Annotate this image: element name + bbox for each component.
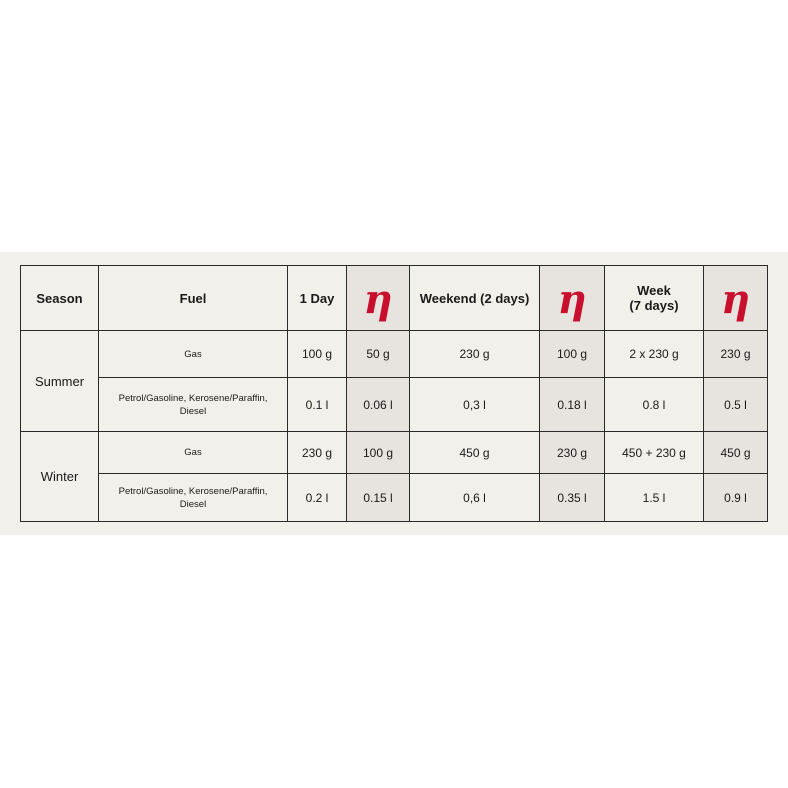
value-week-eta: 0.9 l [704, 474, 768, 522]
value-weekend: 0,6 l [410, 474, 540, 522]
header-1-day: 1 Day [288, 266, 347, 331]
value-weekend: 450 g [410, 432, 540, 474]
fuel-liquid [99, 474, 288, 522]
header-week [605, 266, 704, 331]
value-day-eta: 50 g [347, 331, 410, 378]
value-week: 2 x 230 g [605, 331, 704, 378]
value-day: 100 g [288, 331, 347, 378]
value-week-eta: 230 g [704, 331, 768, 378]
table-header-row [21, 266, 768, 331]
value-weekend: 0,3 l [410, 378, 540, 432]
header-week-line2: (7 days) [629, 298, 679, 313]
value-weekend-eta: 100 g [540, 331, 605, 378]
season-summer: Summer [21, 331, 99, 432]
value-day-eta: 0.15 l [347, 474, 410, 522]
header-eta-day [347, 266, 410, 331]
header-season: Season [21, 266, 99, 331]
header-eta-week [704, 266, 768, 331]
value-day-eta: 0.06 l [347, 378, 410, 432]
value-day-eta: 100 g [347, 432, 410, 474]
value-week: 0.8 l [605, 378, 704, 432]
header-fuel: Fuel [99, 266, 288, 331]
header-eta-weekend [540, 266, 605, 331]
value-day: 0.2 l [288, 474, 347, 522]
fuel-liquid-line2: Diesel [179, 405, 207, 417]
value-week: 1.5 l [605, 474, 704, 522]
value-weekend-eta: 0.18 l [540, 378, 605, 432]
value-week-eta: 450 g [704, 432, 768, 474]
value-week: 450 + 230 g [605, 432, 704, 474]
value-weekend: 230 g [410, 331, 540, 378]
value-day: 230 g [288, 432, 347, 474]
header-weekend: Weekend (2 days) [410, 266, 540, 331]
table-row [21, 378, 768, 432]
fuel-liquid-line2: Diesel [179, 498, 207, 510]
fuel-gas: Gas [99, 432, 288, 474]
value-day: 0.1 l [288, 378, 347, 432]
fuel-gas: Gas [99, 331, 288, 378]
fuel-liquid-line1: Petrol/Gasoline, Kerosene/Paraffin, [118, 485, 268, 497]
value-weekend-eta: 230 g [540, 432, 605, 474]
season-winter: Winter [21, 432, 99, 522]
fuel-consumption-table [20, 265, 768, 522]
value-weekend-eta: 0.35 l [540, 474, 605, 522]
eta-symbol-icon: η [363, 276, 393, 323]
table-row [21, 432, 768, 474]
value-week-eta: 0.5 l [704, 378, 768, 432]
header-week-line1: Week [637, 283, 671, 298]
fuel-liquid-line1: Petrol/Gasoline, Kerosene/Paraffin, [118, 392, 268, 404]
table-row [21, 331, 768, 378]
table-row [21, 474, 768, 522]
eta-symbol-icon: η [720, 276, 751, 323]
eta-symbol-icon: η [557, 276, 587, 323]
fuel-liquid [99, 378, 288, 432]
